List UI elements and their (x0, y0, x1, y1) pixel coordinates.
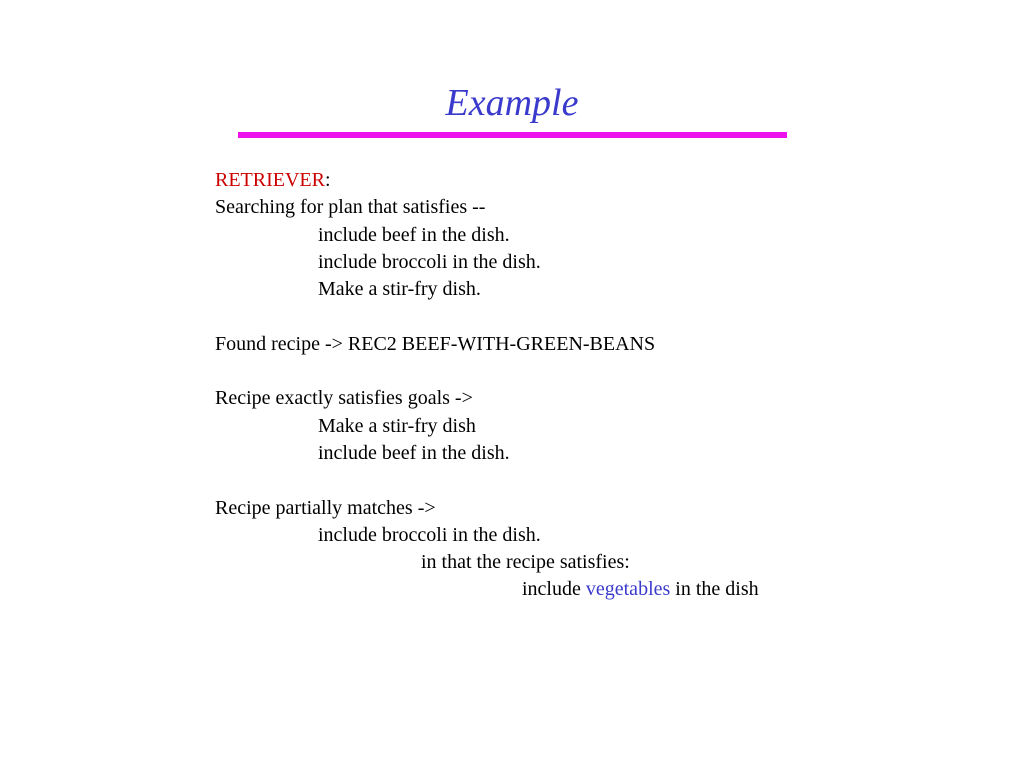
goal-stirfry-line: Make a stir-fry dish. (318, 278, 481, 301)
spacer (215, 467, 759, 494)
searching-line: Searching for plan that satisfies -- (215, 196, 486, 219)
slide-title: Example (445, 82, 579, 124)
partial-in-that-line: in that the recipe satisfies: (421, 551, 630, 574)
retriever-line (215, 167, 759, 194)
retriever-colon: : (325, 169, 331, 191)
vegetables-word: vegetables (585, 578, 671, 601)
title-underline (238, 132, 787, 138)
retriever-label: RETRIEVER (215, 169, 325, 191)
spacer (215, 303, 759, 330)
partial-heading-line: Recipe partially matches -> (215, 496, 436, 519)
found-recipe-line: Found recipe -> REC2 BEEF-WITH-GREEN-BEANS (215, 332, 656, 355)
exact-heading-line: Recipe exactly satisfies goals -> (215, 387, 473, 410)
slide-body (215, 167, 759, 604)
partial-broccoli-line: include broccoli in the dish. (318, 523, 541, 546)
include-text: include (522, 578, 586, 601)
goal-beef-line: include beef in the dish. (318, 223, 510, 246)
exact-stirfry-line: Make a stir-fry dish (318, 414, 476, 437)
in-the-dish-text: in the dish (670, 578, 759, 601)
partial-vegetables-line (215, 576, 759, 603)
goal-broccoli-line: include broccoli in the dish. (318, 250, 541, 273)
exact-beef-line: include beef in the dish. (318, 441, 510, 464)
spacer (215, 358, 759, 385)
